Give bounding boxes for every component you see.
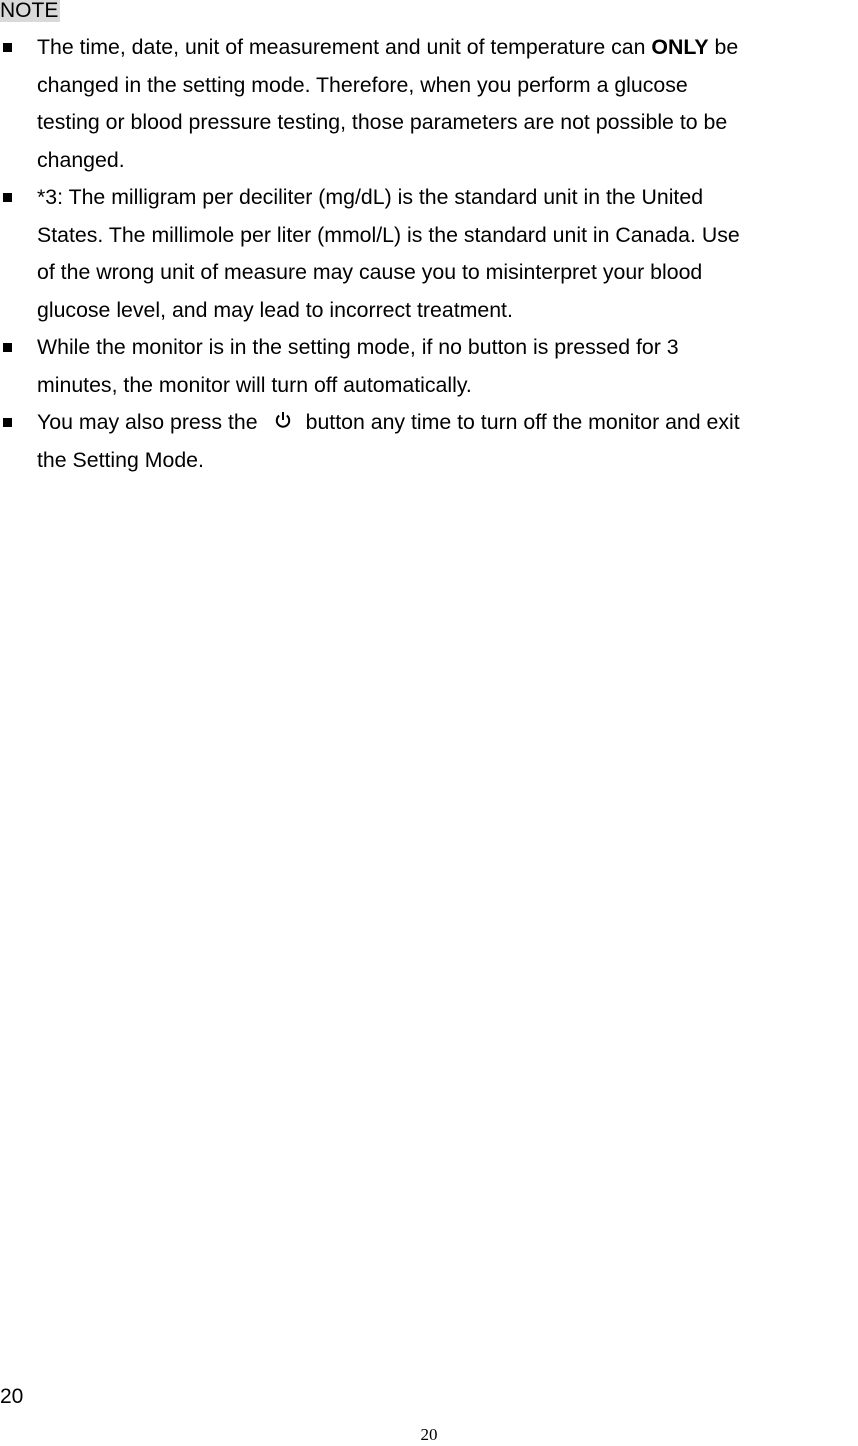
- square-bullet-icon: [3, 193, 12, 202]
- note-item-power-button: [0, 404, 858, 479]
- note-line: changed in the setting mode. Therefore, when you perform a glucose: [37, 72, 688, 97]
- emphasis-text: ONLY: [651, 35, 709, 59]
- note-line: glucose level, and may lead to incorrect treatment.: [37, 297, 513, 322]
- note-heading: NOTE: [0, 0, 59, 22]
- note-line: the Setting Mode.: [37, 447, 204, 472]
- note-line: While the monitor is in the setting mode, if no button is pressed for 3: [37, 335, 679, 359]
- note-line: of the wrong unit of measure may cause you to misinterpret your blood: [37, 260, 703, 284]
- note-line: [37, 29, 858, 67]
- square-bullet-icon: [3, 343, 12, 352]
- note-line: *3: The milligram per deciliter (mg/dL) is the standard unit in the United: [37, 185, 704, 209]
- square-bullet-icon: [3, 418, 12, 427]
- note-text: You may also press the: [37, 410, 258, 434]
- power-icon: [274, 411, 292, 429]
- note-item-auto-off: [0, 329, 858, 404]
- note-text: button any time to turn off the monitor and exit: [305, 410, 740, 434]
- square-bullet-icon: [3, 43, 12, 52]
- note-line: [37, 404, 858, 442]
- note-text: be: [708, 35, 739, 59]
- note-item-units: [0, 179, 858, 329]
- note-line: changed.: [37, 147, 125, 172]
- page-footer-number: 20: [420, 1425, 438, 1444]
- note-line: minutes, the monitor will turn off automatically.: [37, 372, 472, 397]
- note-list: [0, 29, 858, 479]
- note-line: States. The millimole per liter (mmol/L) is the standard unit in Canada. Use: [37, 222, 740, 247]
- note-text: The time, date, unit of measurement and unit of temperature can: [37, 35, 652, 59]
- note-item-setting-mode: [0, 29, 858, 179]
- note-line: testing or blood pressure testing, those parameters are not possible to be: [37, 110, 728, 134]
- page-number: 20: [0, 1385, 24, 1408]
